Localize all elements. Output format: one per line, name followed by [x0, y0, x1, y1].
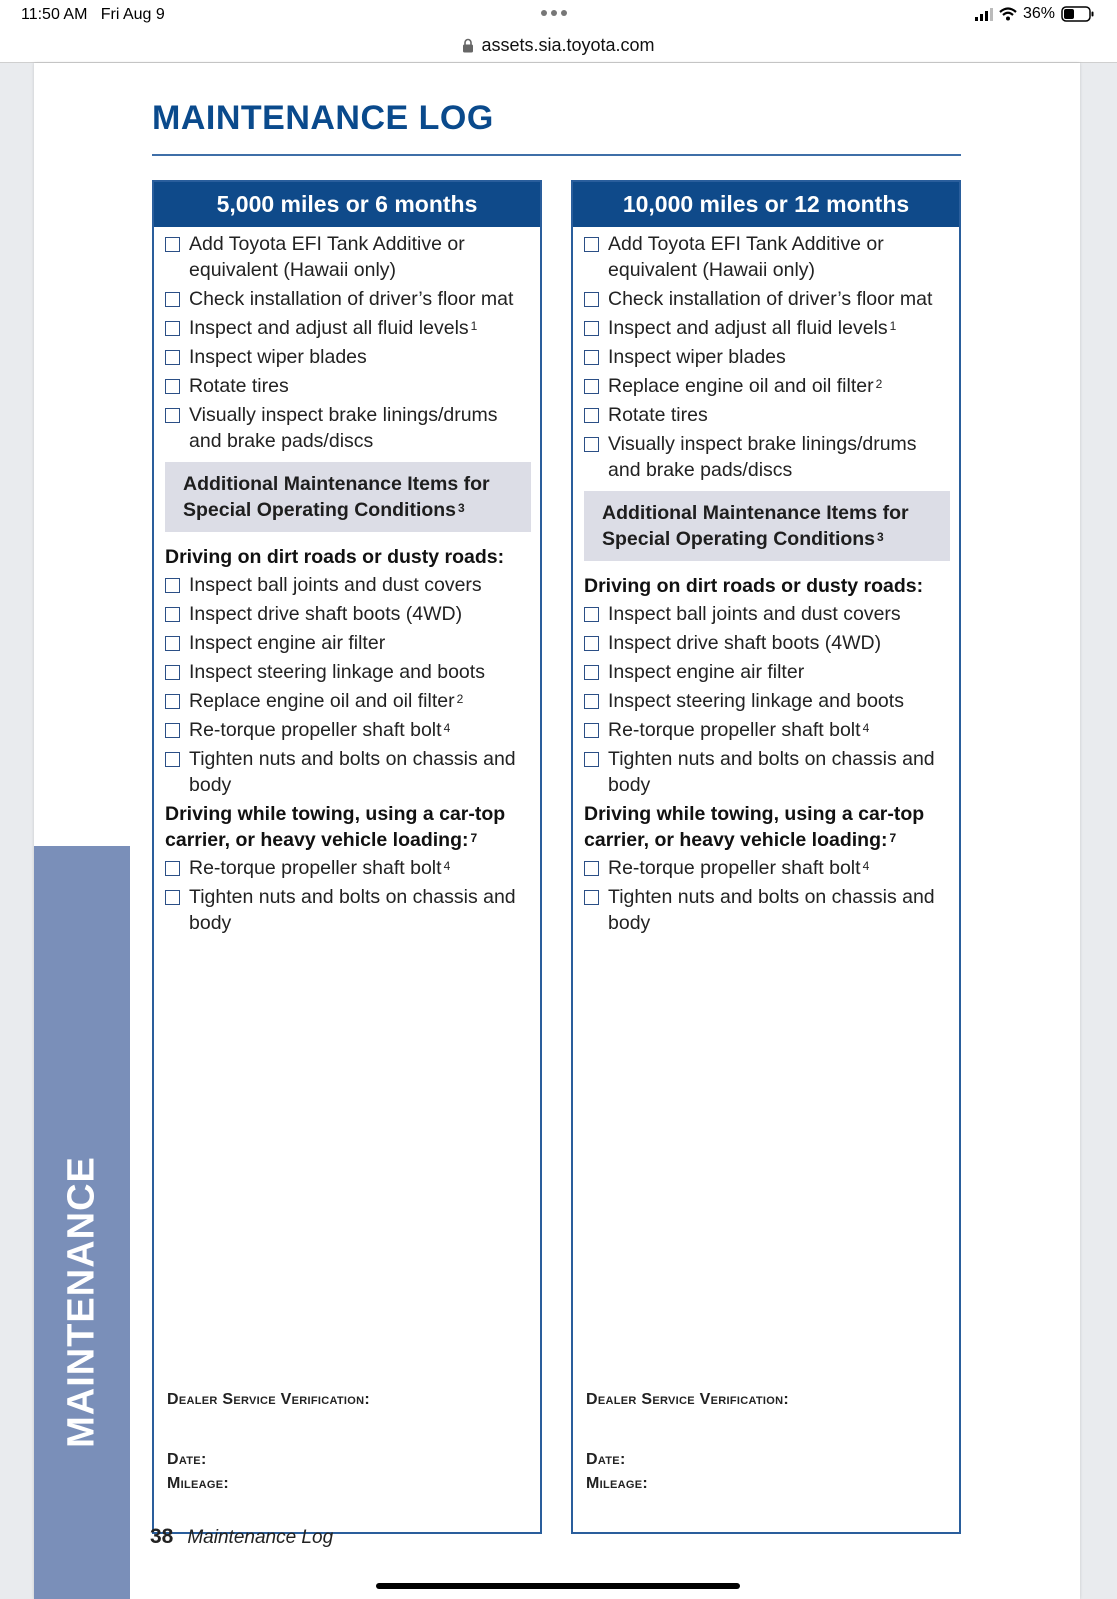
lock-icon [462, 38, 474, 53]
checklist-item[interactable]: Visually inspect brake linings/drums and brake pads/discs [584, 431, 948, 483]
footnote-ref: 2 [875, 377, 883, 391]
checklist-item[interactable]: Check installation of driver’s floor mat [584, 286, 948, 312]
checklist-item[interactable]: Tighten nuts and bolts on chassis and body [584, 884, 948, 936]
interval-column-5000 [152, 180, 542, 1534]
address-bar[interactable] [0, 28, 1117, 62]
footnote-ref: 3 [877, 530, 884, 544]
url-text[interactable]: assets.sia.toyota.com [481, 34, 655, 55]
date-label: Date: [586, 1451, 626, 1468]
footnote-ref: 4 [443, 721, 451, 735]
cellular-signal-icon [975, 8, 993, 21]
checklist-item[interactable]: Replace engine oil and oil filter $^2$ [584, 373, 948, 399]
footnote-ref: 2 [456, 692, 464, 706]
page-footer-label: Maintenance Log [187, 1527, 334, 1548]
checkbox[interactable] [584, 723, 599, 738]
checklist-item[interactable]: Inspect and adjust all fluid levels $^1$ [584, 315, 948, 341]
checklist-item[interactable]: Inspect wiper blades [165, 344, 529, 370]
checkbox[interactable] [165, 665, 180, 680]
checklist-item[interactable]: Re-torque propeller shaft bolt $^4$ [165, 855, 529, 881]
checklist-item[interactable]: Re-torque propeller shaft bolt $^4$ [584, 855, 948, 881]
checklist-item[interactable]: Inspect ball joints and dust covers [584, 601, 948, 627]
mileage-label: Mileage: [586, 1475, 649, 1492]
pdf-page [34, 63, 1080, 1599]
checklist-item[interactable]: Tighten nuts and bolts on chassis and body [584, 746, 948, 798]
towing-heading: Driving while towing, using a car-top carrier, or heavy vehicle loading: $^7$ [584, 803, 925, 851]
dealer-verification-label: Dealer Service Verification: [586, 1391, 790, 1408]
checklist-item[interactable]: Add Toyota EFI Tank Additive or equivalent (Hawaii only) [584, 231, 948, 283]
checkbox[interactable] [584, 861, 599, 876]
checklist-item[interactable]: Inspect ball joints and dust covers [165, 572, 529, 598]
checklist-item[interactable]: Inspect steering linkage and boots [165, 659, 529, 685]
footnote-ref: 4 [862, 859, 870, 873]
checkbox[interactable] [165, 694, 180, 709]
checkbox[interactable] [165, 636, 180, 651]
checkbox[interactable] [165, 408, 180, 423]
checkbox[interactable] [165, 237, 180, 252]
checkbox[interactable] [584, 636, 599, 651]
dirt-roads-heading: Driving on dirt roads or dusty roads: [584, 575, 924, 597]
home-indicator[interactable] [376, 1583, 740, 1589]
side-tab-label: MAINTENANCE [60, 1156, 103, 1448]
special-conditions-banner: Additional Maintenance Items for Special Operating Conditions $^3$ [165, 462, 531, 532]
date-text: Fri Aug 9 [100, 6, 165, 23]
checkbox[interactable] [165, 861, 180, 876]
footnote-ref: 7 [470, 831, 478, 845]
status-bar [0, 0, 1117, 30]
dealer-verification-label: Dealer Service Verification: [167, 1391, 371, 1408]
footnote-ref: 1 [889, 319, 897, 333]
battery-percent: 36% [1022, 5, 1055, 22]
checklist-item[interactable]: Inspect steering linkage and boots [584, 688, 948, 714]
checklist-item[interactable]: Tighten nuts and bolts on chassis and body [165, 884, 529, 936]
checkbox[interactable] [584, 437, 599, 452]
checkbox[interactable] [584, 665, 599, 680]
checklist-item[interactable]: Rotate tires [165, 373, 529, 399]
battery-icon [1061, 6, 1095, 22]
checkbox[interactable] [584, 292, 599, 307]
checkbox[interactable] [584, 321, 599, 336]
mileage-label: Mileage: [167, 1475, 230, 1492]
multitasking-dots-icon[interactable] [541, 10, 567, 16]
date-label: Date: [167, 1451, 207, 1468]
footnote-ref: 7 [889, 831, 897, 845]
footnote-ref: 4 [862, 721, 870, 735]
checklist-item[interactable]: Inspect drive shaft boots (4WD) [584, 630, 948, 656]
checkbox[interactable] [165, 379, 180, 394]
footnote-ref: 4 [443, 859, 451, 873]
page-title: MAINTENANCE LOG [152, 99, 494, 137]
checkbox[interactable] [584, 237, 599, 252]
checkbox[interactable] [165, 752, 180, 767]
towing-heading: Driving while towing, using a car-top carrier, or heavy vehicle loading: $^7$ [165, 803, 506, 851]
checkbox[interactable] [584, 752, 599, 767]
checklist-item[interactable]: Rotate tires [584, 402, 948, 428]
wifi-icon [999, 7, 1017, 21]
checkbox[interactable] [165, 723, 180, 738]
dirt-roads-heading: Driving on dirt roads or dusty roads: [165, 546, 505, 568]
document-viewport[interactable] [0, 63, 1117, 1599]
checklist-item[interactable]: Re-torque propeller shaft bolt $^4$ [165, 717, 529, 743]
checklist-item[interactable]: Visually inspect brake linings/drums and brake pads/discs [165, 402, 529, 454]
checklist-item[interactable]: Inspect engine air filter [165, 630, 529, 656]
checkbox[interactable] [584, 694, 599, 709]
footnote-ref: 3 [458, 501, 465, 515]
checkbox[interactable] [584, 890, 599, 905]
checklist-item[interactable]: Inspect wiper blades [584, 344, 948, 370]
column-header: 5,000 miles or 6 months [154, 182, 540, 227]
status-time [21, 6, 165, 24]
status-indicators [975, 5, 1095, 23]
checkbox[interactable] [584, 350, 599, 365]
footnote-ref: 1 [470, 319, 478, 333]
checkbox[interactable] [584, 379, 599, 394]
checklist-item[interactable]: Replace engine oil and oil filter $^2$ [165, 688, 529, 714]
section-side-tab [34, 846, 130, 1599]
checkbox[interactable] [584, 607, 599, 622]
checklist-item[interactable]: Check installation of driver’s floor mat [165, 286, 529, 312]
checklist-item[interactable]: Add Toyota EFI Tank Additive or equivalent (Hawaii only) [165, 231, 529, 283]
checkbox[interactable] [165, 578, 180, 593]
page-footer [150, 1525, 333, 1549]
checkbox[interactable] [165, 292, 180, 307]
checklist-item[interactable]: Re-torque propeller shaft bolt $^4$ [584, 717, 948, 743]
checkbox[interactable] [165, 890, 180, 905]
checklist-item[interactable]: Inspect and adjust all fluid levels $^1$ [165, 315, 529, 341]
checklist-item[interactable]: Inspect engine air filter [584, 659, 948, 685]
checklist-item[interactable]: Tighten nuts and bolts on chassis and body [165, 746, 529, 798]
checkbox[interactable] [165, 607, 180, 622]
page-number: 38 [150, 1525, 174, 1548]
checkbox[interactable] [165, 350, 180, 365]
time-text: 11:50 AM [21, 6, 88, 23]
special-conditions-banner: Additional Maintenance Items for Special Operating Conditions $^3$ [584, 491, 950, 561]
checklist-item[interactable]: Inspect drive shaft boots (4WD) [165, 601, 529, 627]
interval-column-10000 [571, 180, 961, 1534]
title-divider [152, 154, 961, 156]
checkbox[interactable] [165, 321, 180, 336]
column-header: 10,000 miles or 12 months [573, 182, 959, 227]
checkbox[interactable] [584, 408, 599, 423]
